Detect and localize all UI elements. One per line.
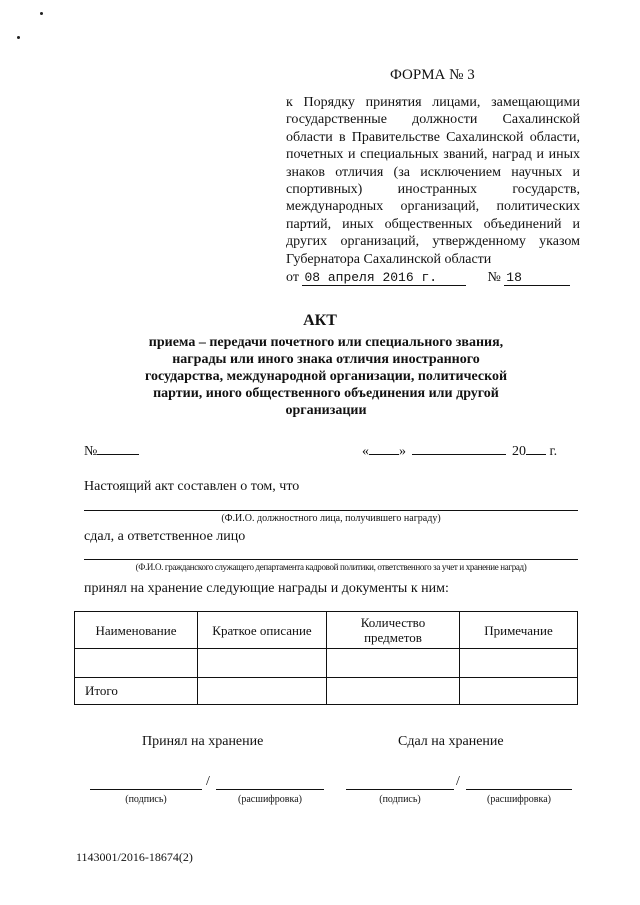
table-cell[interactable] (198, 649, 327, 678)
responsible-name-line[interactable] (84, 559, 578, 560)
table-row (75, 649, 578, 678)
act-title: АКТ (303, 312, 337, 329)
act-subtitle: приема – передачи почетного или специального звания, награды или иного знака отличия иностранного государства, международной организации, политической партии, иного общественного объединения или другой организации (144, 335, 508, 418)
giver-title: Сдал на хранение (398, 734, 504, 749)
number-sign: № (487, 270, 501, 285)
table-total-row (75, 678, 578, 705)
receiver-slash: / (206, 774, 210, 789)
day-blank[interactable] (369, 454, 399, 455)
giver-decode-caption: (расшифровка) (487, 794, 551, 805)
giver-decode-line[interactable] (466, 789, 572, 790)
col-header-note: Примечание (460, 612, 578, 649)
intro-text: Настоящий акт составлен о том, что (84, 479, 300, 494)
receiver-signature-line[interactable] (90, 789, 202, 790)
form-number: ФОРМА № 3 (390, 67, 475, 83)
stray-mark (17, 36, 20, 39)
receiver-title: Принял на хранение (142, 734, 264, 749)
giver-signature-line[interactable] (346, 789, 454, 790)
accepted-text: принял на хранение следующие награды и документы к ним: (84, 581, 449, 596)
official-name-line[interactable] (84, 510, 578, 511)
act-date-field (362, 444, 557, 460)
col-header-quantity: Количество предметов (327, 612, 460, 649)
giver-slash: / (456, 774, 460, 789)
quote-close: » (399, 444, 406, 459)
receiver-signature-caption: (подпись) (125, 794, 167, 805)
decree-number: 18 (504, 271, 570, 286)
decree-date-line (286, 270, 570, 286)
year-prefix: 20 (512, 444, 526, 459)
total-label: Итого (75, 678, 198, 705)
table-cell[interactable] (75, 649, 198, 678)
giver-signature-caption: (подпись) (379, 794, 421, 805)
col-header-name: Наименование (75, 612, 198, 649)
awards-table (74, 611, 578, 705)
preamble-text: к Порядку принятия лицами, замещающими государственные должности Сахалинской области в Правительстве Сахалинской области, почетных и специальных званий, наград и иных знаков отличия (за исключением научных и спортивных) иностранных государств, международных организаций, политических партий, иных общественных объединений и других организаций, утвержденному указом Губернатора Сахалинской области (286, 95, 580, 267)
receiver-decode-caption: (расшифровка) (238, 794, 302, 805)
receiver-decode-line[interactable] (216, 789, 324, 790)
table-cell[interactable] (327, 678, 460, 705)
year-suffix: г. (549, 444, 558, 459)
year-blank[interactable] (526, 454, 546, 455)
stray-mark (40, 12, 43, 15)
handed-text: сдал, а ответственное лицо (84, 529, 246, 544)
table-header-row (75, 612, 578, 649)
table-cell[interactable] (460, 678, 578, 705)
table-cell[interactable] (198, 678, 327, 705)
table-cell[interactable] (327, 649, 460, 678)
responsible-name-caption: (Ф.И.О. гражданского служащего департамента кадровой политики, ответственного за учет и хранение наград) (135, 562, 527, 572)
act-number-field (84, 444, 139, 460)
document-code: 1143001/2016-18674(2) (76, 850, 193, 864)
date-prefix: от (286, 270, 299, 285)
act-number-label: № (84, 444, 98, 459)
month-blank[interactable] (412, 454, 506, 455)
official-name-caption: (Ф.И.О. должностного лица, получившего награду) (221, 513, 441, 524)
table-cell[interactable] (460, 649, 578, 678)
decree-date: 08 апреля 2016 г. (302, 271, 466, 286)
quote-open: « (362, 444, 369, 459)
act-number-blank[interactable] (97, 454, 139, 455)
col-header-description: Краткое описание (198, 612, 327, 649)
